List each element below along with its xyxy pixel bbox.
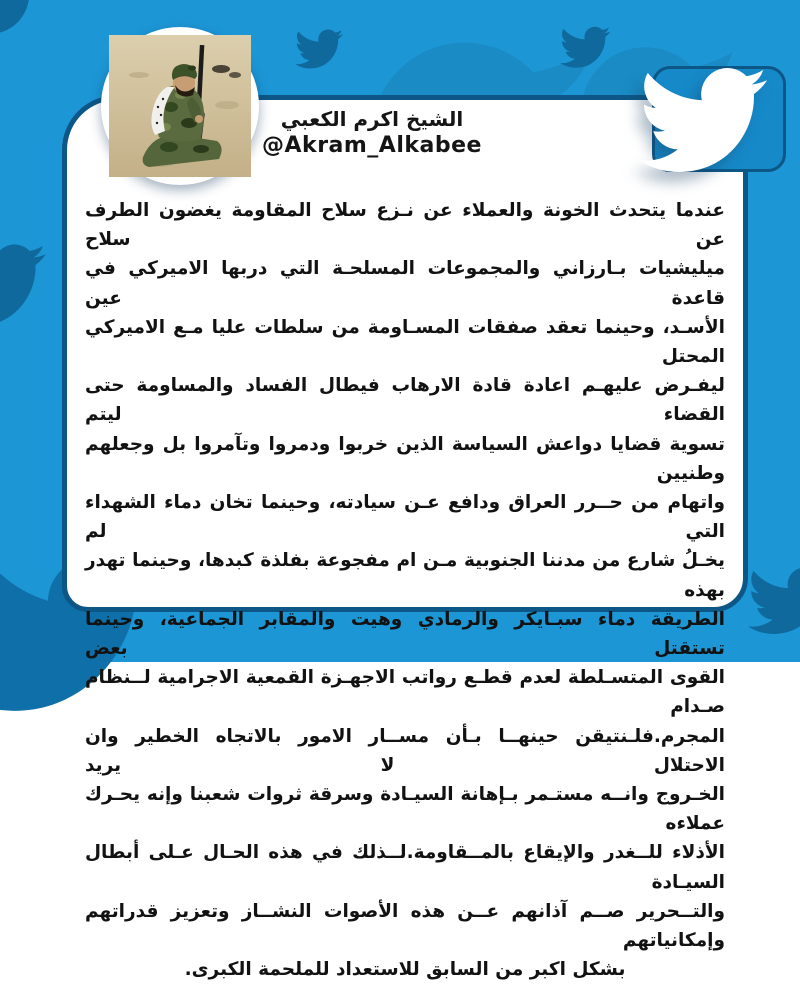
avatar-photo — [109, 35, 251, 177]
tweet-text-line: والتــحرير صــم آذانهم عــن هذه الأصوات النشــاز وتعزيز قدراتهم وإمكانياتهم — [85, 900, 725, 952]
tweet-text-line: عندما يتحدث الخونة والعملاء عن نـزع سلاح المقاومة يغضون الطرف عن سلاح — [85, 200, 725, 251]
tweet-text-line: تسوية قضايا دواعش السياسة الذين خربوا ودمروا وتآمروا بل وجعلهم وطنيين — [85, 433, 725, 484]
profile-header — [259, 106, 485, 160]
tweet-text-line: الخـروج وانــه مستـمر بـإهانة السيـادة وسرقة ثروات شعبنا وإنه يحـرك عملاءه — [85, 784, 725, 835]
tweet-text-line: ليفـرض عليهـم اعادة قادة الارهاب فيطال الفساد والمساومة حتى القضاء ليتم — [85, 375, 725, 426]
twitter-bird-watermark-topleft-icon — [0, 0, 38, 40]
tweet-text-line: المجرم.فلـنتيقن حينهــا بـأن مســار الامور بالاتجاه الخطير وان الاحتلال لا يريد — [85, 725, 725, 776]
tweet-text-line: الطريقة دماء سبـايكر والرمادي وهيت والمقابر الجماعية، وحينما تستقتل بعض — [85, 608, 725, 660]
tweet-text-line: بشكل اكبر من السابق للاستعداد للملحمة الكبرى. — [184, 959, 626, 981]
tweet-text-line: الأسـد، وحينما تعقد صفقات المسـاومة من سلطات عليا مـع الاميركي المحتل — [85, 316, 725, 368]
tweet-text-line: الأذلاء للــغدر والإيقاع بالمــقاومة.لــذلك في هذه الحـال عـلى أبطال السيـادة — [85, 842, 725, 893]
profile-handle: @Akram_Alkabee — [262, 133, 482, 158]
twitter-bird-watermark-small2-icon — [560, 27, 610, 68]
tweet-text-line: واتهام من حــرر العراق ودافع عـن سيادته، وحينما تخان دماء الشهداء التي لم — [85, 492, 725, 543]
avatar — [101, 27, 259, 185]
tweet-text-line: القوى المتسـلطة لعدم قطـع رواتب الاجهـزة القمعية الاجرامية لــنظام صـدام — [85, 667, 725, 718]
twitter-bird-icon — [626, 56, 780, 184]
tweet-text — [85, 196, 725, 984]
twitter-bird-watermark-left-icon — [0, 244, 46, 326]
twitter-bird-watermark-bottomright-icon — [748, 568, 800, 634]
twitter-bird-watermark-small1-icon — [295, 29, 343, 68]
tweet-text-line: ميليشيات بـارزاني والمجموعات المسلحـة التي دربها الاميركي في قاعدة عين — [85, 258, 725, 309]
tweet-text-line: يخـلُ شارع من مدننا الجنوبية مـن ام مفجوعة بفلذة كبدها، وحينما تهدر بهذه — [85, 550, 725, 601]
profile-name: الشيخ اكرم الكعبي — [280, 107, 464, 131]
